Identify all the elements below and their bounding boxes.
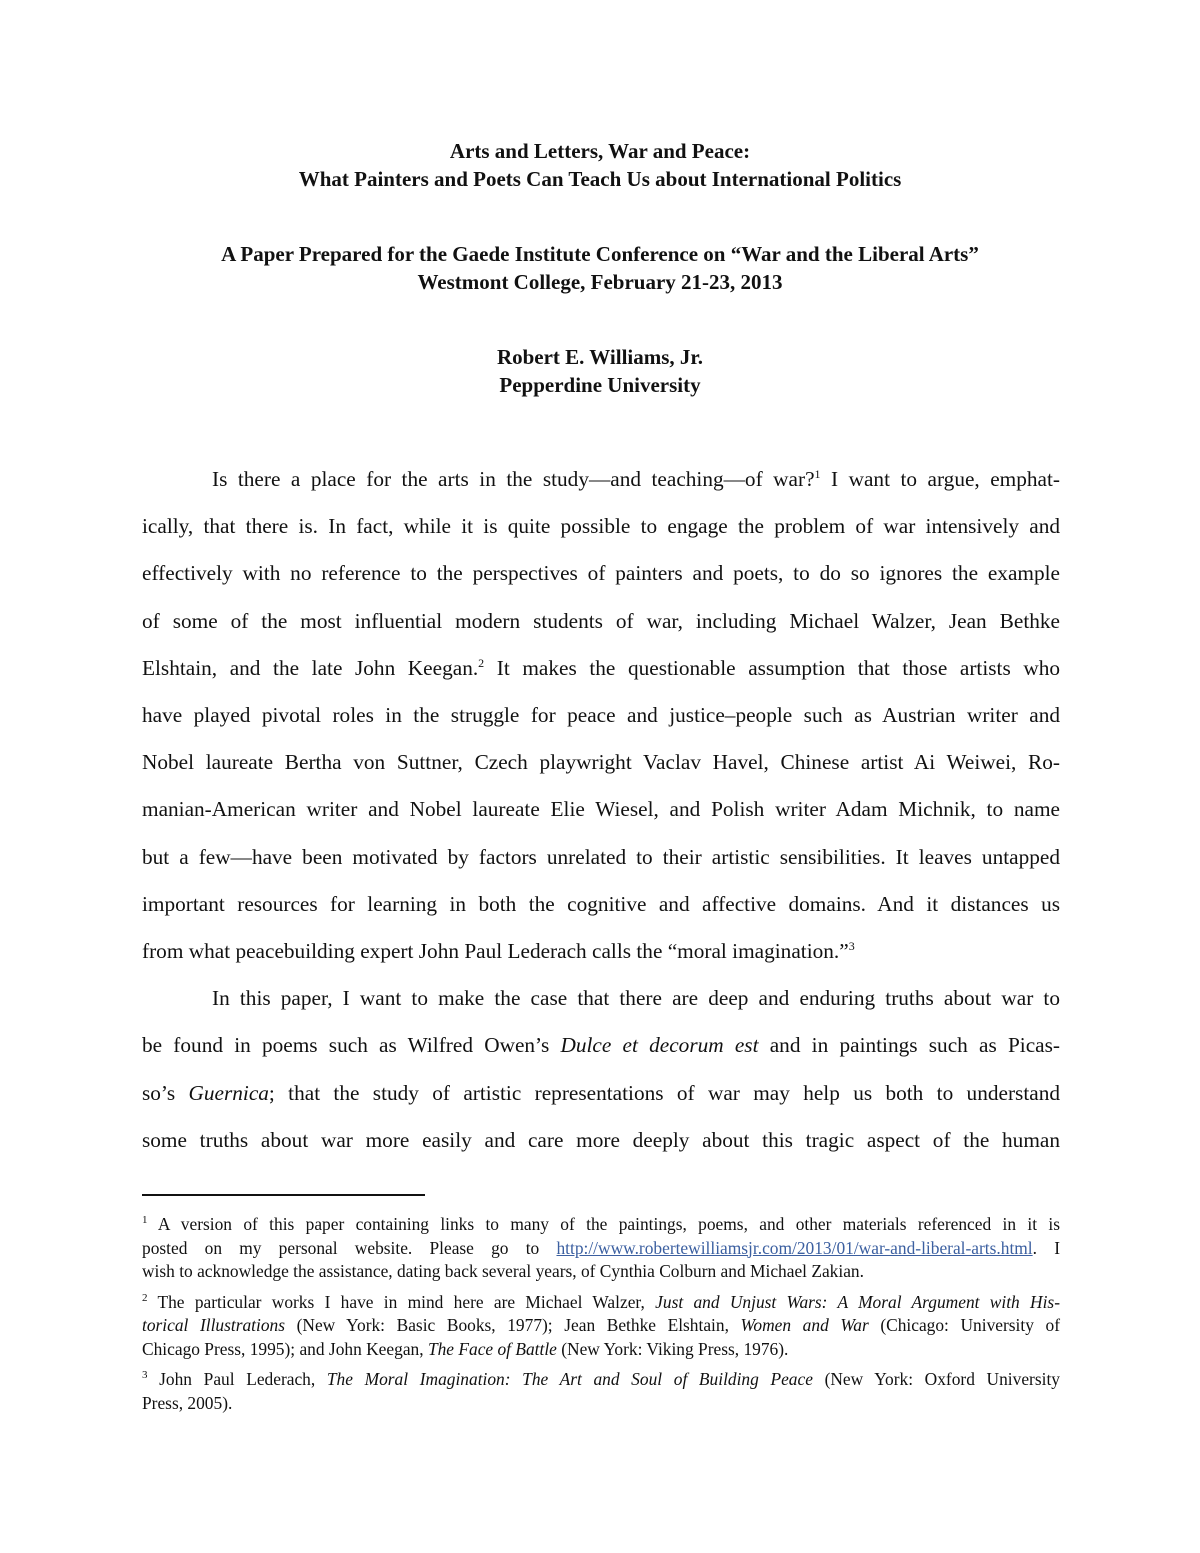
- p1-line: Nobel laureate Bertha von Suttner, Czech playwright Vaclav Havel, Chinese artist Ai Weiwei, Ro-: [142, 750, 1060, 775]
- personal-website-link[interactable]: http://www.robertewilliamsjr.com/2013/01/war-and-liberal-arts.html: [556, 1237, 1033, 1258]
- author-block: [0, 343, 1200, 399]
- footnotes: [142, 1213, 1060, 1422]
- p2-line: be found in poems such as Wilfred Owen’s Dulce et decorum est and in paintings such as Picas-: [142, 1033, 1061, 1058]
- p1-line: but a few—have been motivated by factors unrelated to their artistic sensibilities. It leaves untapped: [142, 844, 1060, 869]
- p1-line: have played pivotal roles in the struggle for peace and justice–people such as Austrian writer and: [142, 703, 1060, 728]
- footnote-divider: [142, 1194, 425, 1196]
- p1-line: of some of the most influential modern students of war, including Michael Walzer, Jean Bethke: [142, 608, 1060, 633]
- p1-line: effectively with no reference to the perspectives of painters and poets, to do so ignores the example: [142, 561, 1060, 586]
- footnote-3: $^3$ John Paul Lederach, The Moral Imagination: The Art and Soul of Building Peace (New York: Oxford University Press, 2005).: [142, 1369, 1060, 1413]
- title-line-2: What Painters and Poets Can Teach Us about International Politics: [298, 167, 902, 191]
- p2-line: so’s Guernica; that the study of artistic representations of war may help us both to understand: [142, 1080, 1060, 1105]
- paragraph-1: [142, 456, 1060, 975]
- footnote-1: $^1$ A version of this paper containing links to many of the paintings, poems, and other materials referenced in it is posted on my personal website. Please go to http://www.robertewilliamsjr.com/2013/01/war-and-liberal-arts.html. I wish to acknowledge the assistance, dating back several years, of Cynthia Colburn and Michael Zakian.: [142, 1214, 1060, 1281]
- footnote-2: $^2$ The particular works I have in mind here are Michael Walzer, Just and Unjust Wars: A Moral Argument with His- torical Illustrations (New York: Basic Books, 1977); Jean Bethke Elshtain, Women and War (Chicago: University of Chicago Press, 1995); and John Keegan, The Face of Battle (New York: Viking Press, 1976).: [142, 1291, 1060, 1359]
- p1-line: manian-American writer and Nobel laureate Elie Wiesel, and Polish writer Adam Michnik, to name: [142, 797, 1060, 822]
- footnote-ref-3[interactable]: 3: [848, 938, 855, 953]
- paper-title: [0, 137, 1200, 193]
- p1-line: important resources for learning in both the cognitive and affective domains. And it distances us: [142, 891, 1060, 916]
- p1-line: ically, that there is. In fact, while it is quite possible to engage the problem of war intensively and: [142, 514, 1060, 539]
- p2-line: In this paper, I want to make the case that there are deep and enduring truths about war to: [212, 986, 1060, 1011]
- p1-line: Elshtain, and the late John Keegan.$^2$ It makes the questionable assumption that those artists who: [142, 655, 1061, 680]
- footnote-ref-1[interactable]: 1: [814, 466, 821, 481]
- paragraph-2: [142, 975, 1060, 1164]
- subtitle-line-2: Westmont College, February 21-23, 2013: [417, 270, 783, 294]
- paper-subtitle: [0, 240, 1200, 296]
- p1-line: from what peacebuilding expert John Paul Lederach calls the “moral imagination.”$^3$: [142, 938, 855, 964]
- author-affiliation: Pepperdine University: [499, 373, 701, 397]
- body-text: [142, 456, 1060, 1164]
- p1-line: Is there a place for the arts in the study—and teaching—of war?$^1$ I want to argue, emphat-: [212, 466, 1060, 491]
- author-name: Robert E. Williams, Jr.: [496, 345, 704, 369]
- p2-line: some truths about war more easily and care more deeply about this tragic aspect of the human: [142, 1127, 1060, 1152]
- subtitle-line-1: A Paper Prepared for the Gaede Institute Conference on “War and the Liberal Arts”: [221, 242, 979, 266]
- title-line-1: Arts and Letters, War and Peace:: [449, 139, 751, 163]
- footnote-ref-2[interactable]: 2: [478, 655, 485, 670]
